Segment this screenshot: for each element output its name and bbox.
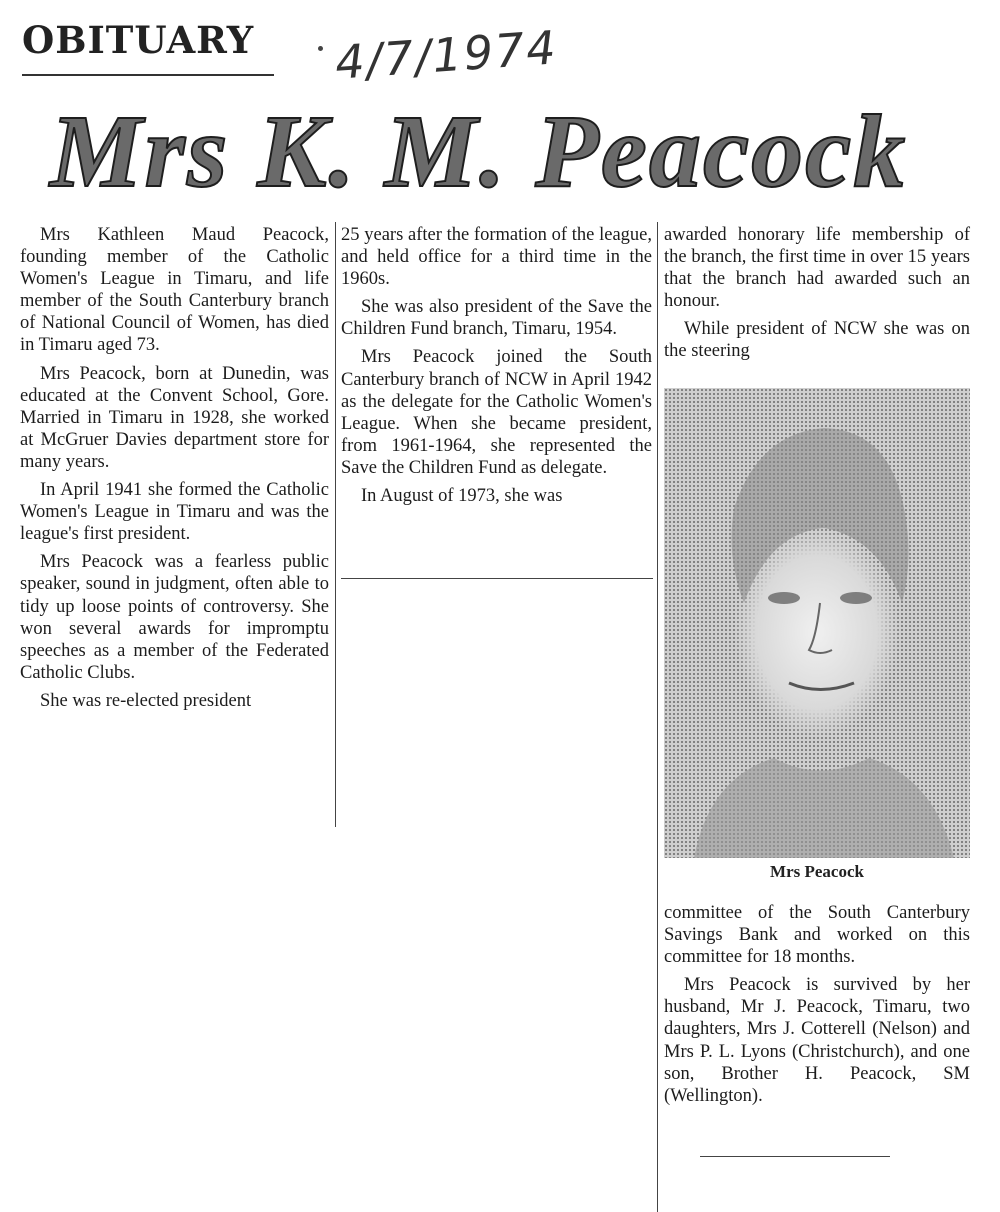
paragraph: In April 1941 she formed the Catholic Women's League in Timaru and was the league's first president.: [20, 480, 329, 545]
paragraph: Mrs Peacock, born at Dunedin, was educated at the Convent School, Gore. Married in Timaru in 1928, she worked at McGruer Davies department store for many years.: [20, 363, 329, 472]
paragraph: Mrs Peacock was a fearless public speaker, sound in judgment, often able to tidy up loose points of controversy. She won several awards for impromptu speeches as a member of the Federated Catholic Clubs.: [20, 552, 329, 683]
portrait-photo: [664, 388, 970, 858]
paragraph: Mrs Kathleen Maud Peacock, founding member of the Catholic Women's League in Timaru, and life member of the South Canterbury branch of National Council of Women, has died in Timaru aged 73.: [20, 225, 329, 356]
section-label: OBITUARY: [22, 18, 255, 62]
paragraph: She was re-elected president: [40, 690, 252, 711]
paragraph: While president of NCW she was on the steering: [664, 319, 970, 362]
end-rule: [700, 1156, 890, 1157]
paragraph: She was also president of the Save the Children Fund branch, Timaru, 1954.: [341, 297, 652, 340]
column-3-bottom: [664, 902, 970, 1113]
obituary-headline: Mrs K. M. Peacock: [50, 94, 908, 209]
column-divider: [657, 222, 658, 1212]
paragraph: Mrs Peacock is survived by her husband, Mr J. Peacock, Timaru, two daughters, Mrs J. Cotterell (Nelson) and Mrs P. L. Lyons (Christchurch), and one son, Brother H. Peacock, SM (Wellington).: [664, 975, 970, 1106]
paragraph: committee of the South Canterbury Savings Bank and worked on this committee for 18 months.: [664, 903, 970, 968]
column-end-rule: [341, 578, 653, 579]
photo-caption: Mrs Peacock: [770, 862, 864, 881]
portrait-sketch: [664, 388, 970, 858]
column-divider: [335, 222, 336, 827]
ink-dot: [318, 46, 323, 51]
paragraph: 25 years after the formation of the league, and held office for a third time in the 1960s.: [341, 225, 652, 290]
column-1: [20, 224, 329, 718]
paragraph: awarded honorary life membership of the branch, the first time in over 15 years that the branch had awarded such an honour.: [664, 225, 970, 312]
column-3-top: [664, 224, 970, 369]
handwritten-date: 4/7/1974: [333, 20, 560, 90]
paragraph: In August of 1973, she was: [361, 486, 563, 507]
paragraph: Mrs Peacock joined the South Canterbury branch of NCW in April 1942 as the delegate for the Catholic Women's League. When she became president, from 1961-1964, she represented the Save the Children Fund as delegate.: [341, 347, 652, 478]
section-rule: [22, 74, 274, 76]
column-2: [341, 224, 652, 513]
